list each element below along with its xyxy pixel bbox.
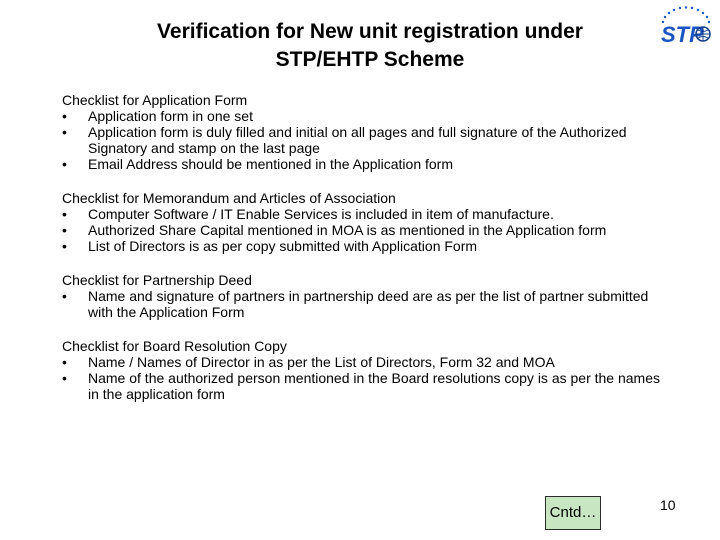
list-item-text: Email Address should be mentioned in the Application form <box>88 156 453 172</box>
list-item <box>62 354 662 370</box>
bullet-list <box>62 288 662 320</box>
list-item <box>62 108 662 124</box>
list-item <box>62 288 662 320</box>
section-board-resolution <box>62 338 662 402</box>
bullet-list <box>62 108 662 172</box>
list-item <box>62 124 662 156</box>
list-item-text: Application form is duly filled and initial on all pages and full signature of the Authorized Signatory and stamp on the last page <box>88 124 627 156</box>
list-item-text: Computer Software / IT Enable Services is included in item of manufacture. <box>88 206 554 222</box>
page-number: 10 <box>660 497 676 513</box>
bullet-icon: • <box>62 238 67 254</box>
section-heading: Checklist for Partnership Deed <box>62 272 252 288</box>
bullet-list <box>62 206 662 254</box>
list-item-text: List of Directors is as per copy submitted with Application Form <box>88 238 478 254</box>
stpi-logo-icon <box>655 2 717 50</box>
list-item <box>62 206 662 222</box>
slide-title <box>90 18 650 74</box>
stpi-logo-text: STP <box>661 22 704 47</box>
list-item-text: Application form in one set <box>88 108 253 124</box>
bullet-icon: • <box>62 288 67 304</box>
list-item <box>62 238 662 254</box>
section-heading: Checklist for Application Form <box>62 92 248 108</box>
bullet-icon: • <box>62 108 67 124</box>
bullet-icon: • <box>62 124 67 140</box>
bullet-icon: • <box>62 370 67 386</box>
list-item-text: Name of the authorized person mentioned in the Board resolutions copy is as per the names in the application form <box>88 370 660 402</box>
section-partnership-deed <box>62 272 662 320</box>
bullet-icon: • <box>62 354 67 370</box>
list-item <box>62 222 662 238</box>
section-heading: Checklist for Memorandum and Articles of Association <box>62 190 396 206</box>
slide-title-line-2: STP/EHTP Scheme <box>275 48 465 71</box>
section-application-form <box>62 92 662 172</box>
list-item <box>62 370 662 402</box>
list-item-text: Name and signature of partners in partnership deed are as per the list of partner submitted with the Application Form <box>88 288 649 320</box>
bullet-icon: • <box>62 206 67 222</box>
list-item <box>62 156 662 172</box>
bullet-icon: • <box>62 222 67 238</box>
section-moa-aoa <box>62 190 662 254</box>
list-item-text: Authorized Share Capital mentioned in MOA is as mentioned in the Application form <box>88 222 607 238</box>
slide-title-line-1: Verification for New unit registration under <box>157 20 583 43</box>
section-heading: Checklist for Board Resolution Copy <box>62 338 287 354</box>
list-item-text: Name / Names of Director in as per the List of Directors, Form 32 and MOA <box>88 354 555 370</box>
continued-button[interactable]: Cntd… <box>545 496 601 530</box>
bullet-icon: • <box>62 156 67 172</box>
bullet-list <box>62 354 662 402</box>
checklist-content <box>62 92 662 420</box>
